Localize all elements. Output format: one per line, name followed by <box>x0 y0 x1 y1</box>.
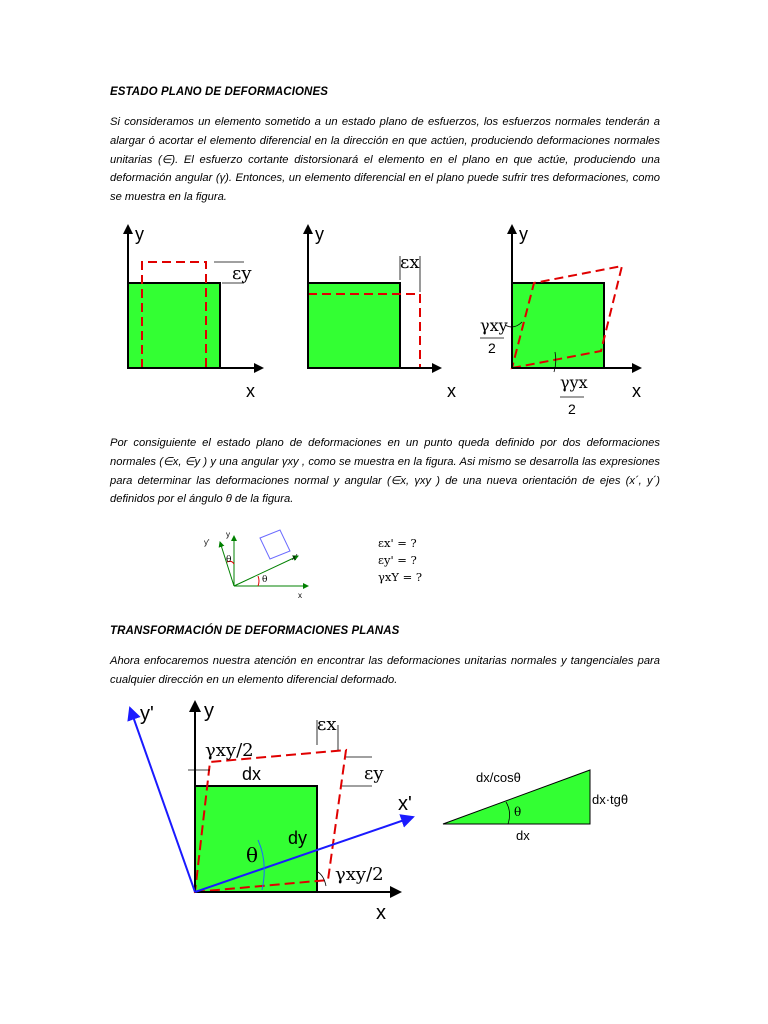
deformation-figure <box>110 212 670 432</box>
y-axis-label: y <box>204 700 214 722</box>
state-paragraph: Por consiguiente el estado plano de deformaciones en un punto queda definido por dos deformaciones normales (∈x, ∈y ) y una angular γxy , como se muestra en la figura. Asi mismo se desarrolla las expresiones para determinar las deformaciones normal y angular (∈x, γxy ) de una nueva orientación de ejes (x´, y´) definidos por el ángulo θ de la figura. <box>110 437 660 506</box>
deformed-element-figure <box>110 690 440 930</box>
y-axis-label: y <box>226 530 230 539</box>
theta-label: θ <box>246 843 259 867</box>
epsilon-x-label: εx <box>400 252 420 273</box>
x-prime-label: x' <box>398 793 412 815</box>
x-axis-label: x <box>246 381 255 401</box>
hypotenuse-label: dx/cosθ <box>476 770 521 785</box>
dy-label: dy <box>288 828 308 848</box>
theta-label-2: θ <box>226 555 232 565</box>
rotated-axes-figure <box>200 528 320 600</box>
epsilon-y-label: εy <box>232 263 252 284</box>
epsilon-x-prime-unknown: εx' = ? <box>378 536 417 550</box>
panel-shear <box>480 224 641 417</box>
dx-label: dx <box>242 764 262 784</box>
gamma-xy-prime-unknown: γxY = ? <box>378 570 423 584</box>
y-axis-label: y <box>315 224 324 244</box>
gamma-xy-label: γxy <box>480 316 508 335</box>
intro-paragraph: Si consideramos un elemento sometido a un estado plano de esfuerzos, los esfuerzos normales tenderán a alargar ó acortar el elemento diferencial en la dirección en que actúen, produciendo deformaciones normales unitarias (∈). El esfuerzo cortante distorsionará el elemento en el plano en que actúe, produciendo una deformación angular (γ). Entonces, un elemento diferencial en el plano puede sufrir tres deformaciones, como se muestra en la figura. <box>110 116 660 204</box>
gamma-xy-half-top: γxy/2 <box>205 740 254 761</box>
triangle-figure <box>440 760 660 850</box>
section-title-estado-plano: ESTADO PLANO DE DEFORMACIONES <box>110 86 329 98</box>
gamma-yx-label: γyx <box>560 373 588 392</box>
epsilon-x-label: εx <box>317 714 337 735</box>
y-prime-label: y' <box>140 703 154 725</box>
y-axis-label: y <box>135 224 144 244</box>
opposite-label: dx·tgθ <box>592 792 629 807</box>
x-prime-label: x' <box>292 553 298 562</box>
transformation-paragraph: Ahora enfocaremos nuestra atención en encontrar las deformaciones unitarias normales y tangenciales para cualquier dirección en un elemento diferencial deformado. <box>110 655 660 686</box>
epsilon-y-label: εy <box>364 763 384 784</box>
adjacent-label: dx <box>516 828 530 843</box>
unknowns-list <box>378 535 422 586</box>
y-prime-label: y' <box>204 538 210 547</box>
y-axis-label: y <box>519 224 528 244</box>
gamma-xy-half-bottom: γxy/2 <box>335 864 384 885</box>
gamma-yx-denominator: 2 <box>568 401 576 417</box>
theta-label: θ <box>262 575 268 585</box>
x-axis-label: x <box>376 902 386 924</box>
x-axis-label: x <box>447 381 456 401</box>
panel-normal-x <box>308 224 456 401</box>
gamma-xy-denominator: 2 <box>488 340 496 356</box>
theta-label: θ <box>514 805 522 819</box>
epsilon-y-prime-unknown: εy' = ? <box>378 553 417 567</box>
x-axis-label: x <box>298 591 302 600</box>
panel-normal-y <box>128 224 262 401</box>
x-axis-label: x <box>632 381 641 401</box>
section-title-transformacion: TRANSFORMACIÓN DE DEFORMACIONES PLANAS <box>110 625 400 637</box>
